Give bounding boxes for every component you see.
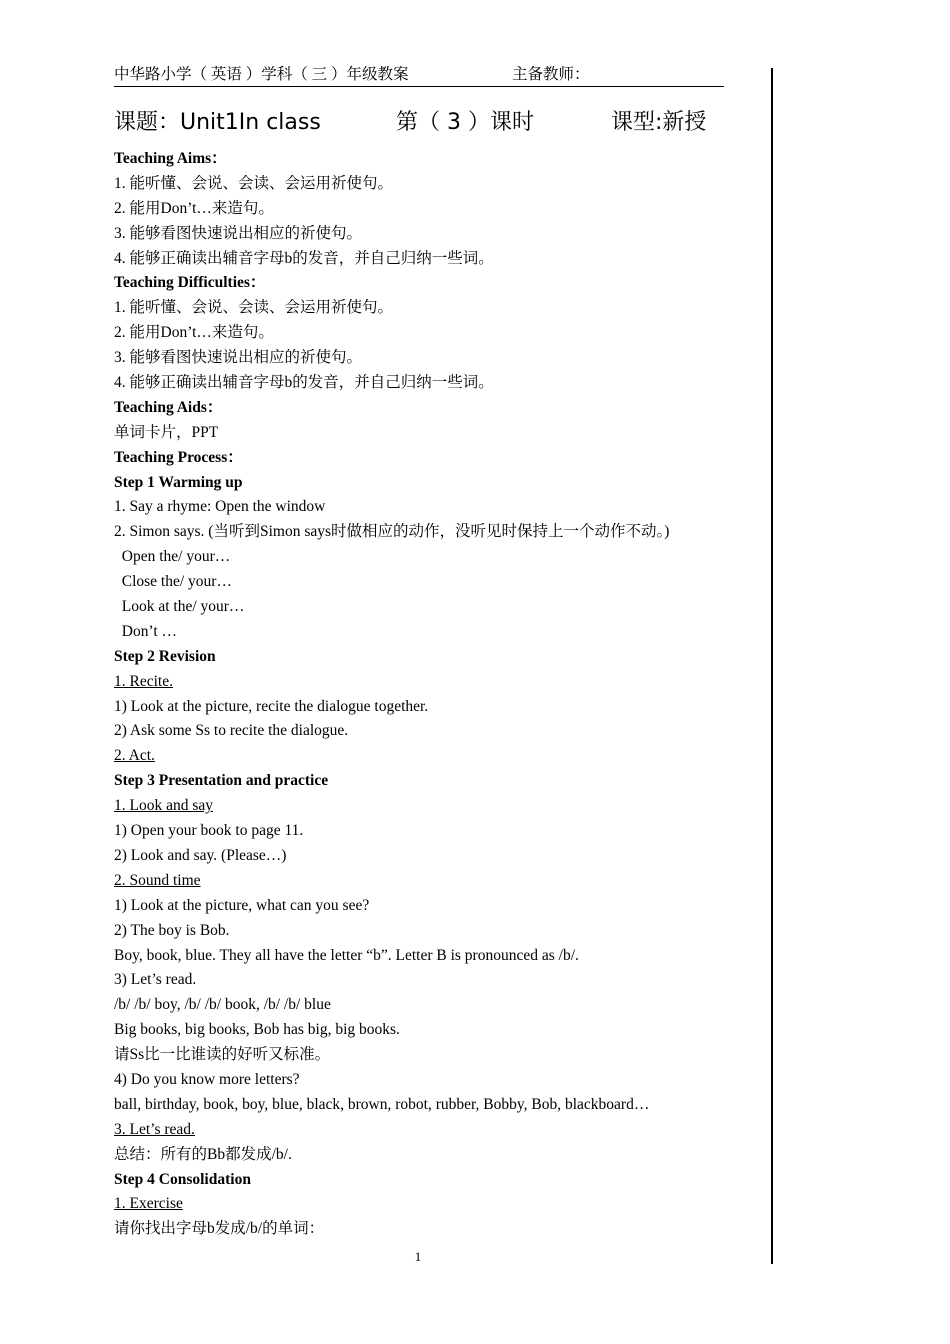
- title-period: 第（ 3 ）课时: [396, 110, 534, 135]
- text-line: 请Ss比一比谁读的好听又标准。: [114, 1046, 331, 1064]
- text-line: 请你找出字母b发成/b/的单词：: [114, 1220, 325, 1238]
- text-line: Boy, book, blue. They all have the letter “b”. Letter B is pronounced as /b/.: [114, 946, 579, 964]
- text-line: ball, birthday, book, boy, blue, black, brown, robot, rubber, Bobby, Bob, blackboard…: [114, 1095, 650, 1113]
- text-line: 1) Look at the picture, recite the dialogue together.: [114, 697, 429, 715]
- page-header: [114, 64, 724, 87]
- right-margin-rule: [771, 68, 773, 1264]
- text-line: 单词卡片，PPT: [114, 423, 219, 441]
- subsection-heading: 1. Look and say: [114, 797, 214, 815]
- subsection-heading: 2. Sound time: [114, 871, 201, 889]
- text-line: 1. Say a rhyme: Open the window: [114, 498, 326, 516]
- section-heading: Step 2 Revision: [114, 647, 216, 665]
- section-heading: Teaching Aims：: [114, 150, 227, 167]
- text-line: Look at the/ your…: [114, 598, 245, 616]
- text-line: 3. 能够看图快速说出相应的祈使句。: [114, 349, 363, 367]
- text-line: Big books, big books, Bob has big, big books.: [114, 1021, 400, 1039]
- text-line: 2. Simon says. (当听到Simon says时做相应的动作，没听见时保持上一个动作不动。): [114, 523, 670, 541]
- subsection-heading: 3. Let’s read.: [114, 1120, 195, 1138]
- subsection-heading: 1. Exercise: [114, 1195, 183, 1213]
- text-line: 1) Open your book to page 11.: [114, 822, 304, 840]
- text-line: 2) Ask some Ss to recite the dialogue.: [114, 722, 349, 740]
- section-heading: Step 4 Consolidation: [114, 1170, 251, 1188]
- text-line: 3) Let’s read.: [114, 971, 197, 989]
- section-heading: Step 1 Warming up: [114, 473, 243, 491]
- text-line: 2. 能用Don’t…来造句。: [114, 324, 274, 342]
- header-school-subject: 中华路小学（ 英语 ）学科（ 三 ）年级教案: [114, 66, 409, 83]
- text-line: Close the/ your…: [114, 573, 232, 591]
- text-line: Open the/ your…: [114, 548, 231, 566]
- section-heading: Teaching Difficulties：: [114, 274, 266, 292]
- subsection-heading: 2. Act.: [114, 747, 155, 765]
- text-line: 2) The boy is Bob.: [114, 921, 230, 939]
- text-line: 4. 能够正确读出辅音字母b的发音，并自己归纳一些词。: [114, 374, 494, 392]
- text-line: 1) Look at the picture, what can you see?: [114, 896, 370, 914]
- text-line: 2. 能用Don’t…来造句。: [114, 199, 274, 217]
- title-type: 课型:新授: [611, 110, 707, 135]
- section-heading: Step 3 Presentation and practice: [114, 772, 329, 790]
- text-line: 4. 能够正确读出辅音字母b的发音，并自己归纳一些词。: [114, 249, 494, 267]
- text-line: 3. 能够看图快速说出相应的祈使句。: [114, 224, 363, 242]
- text-line: Don’t …: [114, 622, 178, 640]
- section-heading: Teaching Aids：: [114, 398, 223, 416]
- page-number: 1: [414, 1249, 422, 1264]
- text-line: 4) Do you know more letters?: [114, 1070, 300, 1088]
- text-line: 总结：所有的Bb都发成/b/.: [114, 1145, 292, 1163]
- text-line: /b/ /b/ boy, /b/ /b/ book, /b/ /b/ blue: [114, 996, 331, 1014]
- section-heading: Teaching Process：: [114, 448, 243, 466]
- subsection-heading: 1. Recite.: [114, 672, 173, 690]
- lesson-title: [114, 106, 734, 140]
- text-line: 1. 能听懂、会说、会读、会运用祈使句。: [114, 299, 394, 317]
- text-line: 1. 能听懂、会说、会读、会运用祈使句。: [114, 174, 394, 192]
- title-topic: 课题：Unit1In class: [114, 110, 321, 135]
- text-line: 2) Look and say. (Please…): [114, 846, 287, 864]
- header-teacher: 主备教师：: [512, 66, 590, 83]
- lesson-body: [114, 147, 754, 1242]
